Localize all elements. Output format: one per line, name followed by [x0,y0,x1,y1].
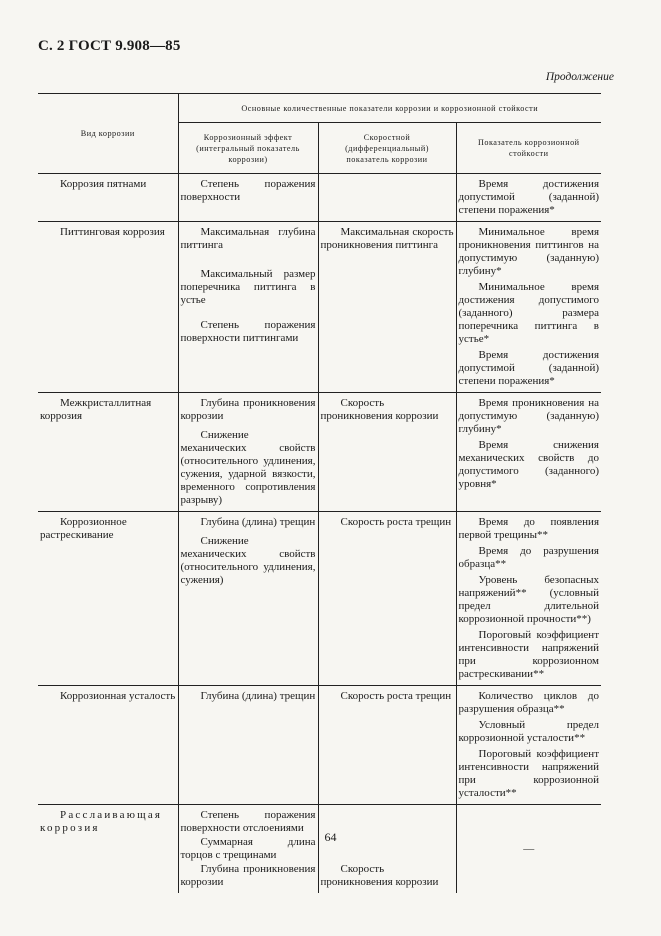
row-type-label: Питтинговая коррозия [60,226,165,238]
table-row [38,393,601,512]
table-row [38,512,601,686]
effect-text: Снижение механических свойств (относительного удлинения, сужения) [180,535,316,586]
group-header: Основные количественные показатели коррозии и коррозионной стойкости [178,94,601,123]
row-type-label: Межкристаллитная коррозия [40,397,152,422]
continuation-label: Продолжение [545,71,614,83]
rate-text: Скорость проникновения коррозии [320,397,439,422]
row-type-label: Коррозионное растрескивание [40,516,127,541]
empty-value-dash: — [523,842,535,855]
resistance-text: Время до разрушения образца** [458,545,599,570]
resistance-text: Время до появления первой трещины** [458,516,599,541]
row-type-label: Коррозионная усталость [60,690,176,702]
effect-text: Степень поражения поверхности питтингами [180,319,316,344]
table-row [38,174,601,222]
row-type-label: Расслаивающая коррозия [40,809,163,834]
resistance-text: Время снижения механических свойств до допустимого (заданного) уровня* [458,439,599,490]
effect-text: Суммарная длина торцов с трещинами [180,836,316,861]
resistance-text: Минимальное время достижения допустимого (заданного) размера поперечника питтинга в устье* [458,281,599,345]
corrosion-indicators-table [38,93,601,893]
table-row [38,805,601,894]
rate-text: Скорость роста трещин [340,690,452,702]
resistance-text: Время достижения допустимой (заданной) степени поражения* [458,178,599,216]
rate-text: Максимальная скорость проникновения питтинга [320,226,454,251]
page-number: 64 [324,830,337,844]
table-row [38,222,601,393]
col-header-rate: Скоростной (дифференциальный) показатель коррозии [318,123,456,174]
rate-text: Скорость проникновения коррозии [320,863,439,888]
resistance-text: Уровень безопасных напряжений** (условный предел длительной коррозионной прочности**) [458,574,599,625]
resistance-text: Пороговый коэффициент интенсивности напряжений при коррозионном растрескивании** [458,629,599,680]
col-header-resistance: Показатель коррозионной стойкости [456,123,601,174]
effect-text: Глубина (длина) трещин [200,516,316,528]
col-header-type: Вид коррозии [38,94,178,174]
row-type-label: Коррозия пятнами [60,178,147,190]
effect-text: Максимальная глубина питтинга [180,226,316,251]
rate-text: Скорость роста трещин [340,516,452,528]
resistance-text: Количество циклов до разрушения образца** [458,690,599,715]
col-header-effect: Коррозионный эффект (интегральный показатель коррозии) [178,123,318,174]
resistance-text: Время достижения допустимой (заданной) степени поражения* [458,349,599,387]
page-header: С. 2 ГОСТ 9.908—85 [38,38,181,54]
table-row [38,686,601,805]
effect-text: Глубина (длина) трещин [200,690,316,702]
effect-text: Снижение механических свойств (относительного удлинения, сужения, ударной вязкости, временного сопротивления разрыву) [180,429,316,506]
effect-text: Максимальный размер поперечника питтинга в устье [180,268,316,306]
resistance-text: Пороговый коэффициент интенсивности напряжений при коррозионной усталости** [458,748,599,799]
resistance-text: Время проникновения на допустимую (заданную) глубину* [458,397,599,435]
effect-text: Глубина проникновения коррозии [180,397,316,422]
resistance-text: Минимальное время проникновения питтингов на допустимую (заданную) глубину* [458,226,599,277]
effect-text: Глубина проникновения коррозии [180,863,316,888]
effect-text: Степень поражения поверхности отслоениями [180,809,316,834]
resistance-text: Условный предел коррозионной усталости** [458,719,599,744]
effect-text: Степень поражения поверхности [180,178,316,203]
